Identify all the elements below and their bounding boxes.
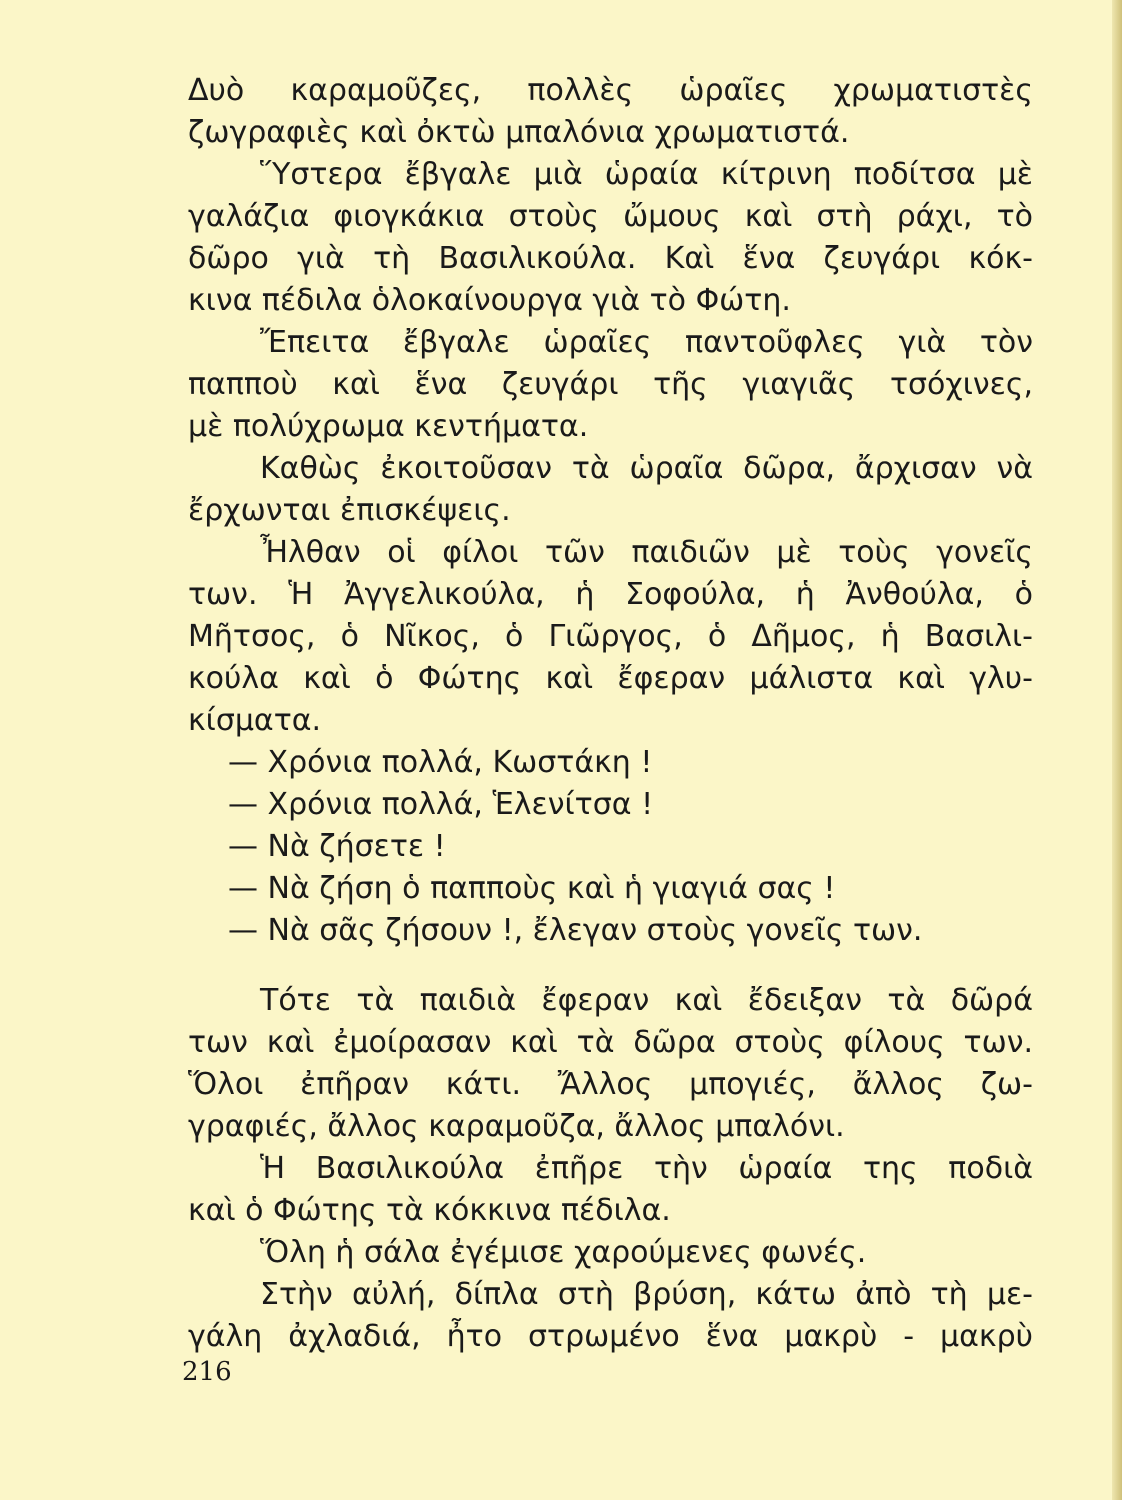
text-line: γάλη ἀχλαδιά, ἦτο στρωμένο ἕνα μακρὺ - μακρὺ — [188, 1319, 1033, 1354]
text-line: Τότε τὰ παιδιὰ ἔφεραν καὶ ἔδειξαν τὰ δῶρά — [260, 983, 1033, 1018]
page-number: 216 — [182, 1357, 232, 1387]
paragraph — [188, 980, 1033, 1148]
dialogue-line: — Νὰ ζήση ὁ παπποὺς καὶ ἡ γιαγιά σας ! — [228, 871, 836, 906]
paragraph — [188, 154, 1033, 322]
paragraph — [188, 70, 1033, 154]
text-line: γραφιές, ἄλλος καραμοῦζα, ἄλλος μπαλόνι. — [188, 1109, 845, 1144]
text-line: κίσματα. — [188, 703, 322, 738]
text-line: Ἡ Βασιλικούλα ἐπῆρε τὴν ὡραία της ποδιὰ — [260, 1151, 1033, 1186]
dialogue-line: — Χρόνια πολλά, Κωστάκη ! — [228, 745, 653, 780]
text-line: Ὅλη ἡ σάλα ἐγέμισε χαρούμενες φωνές. — [260, 1235, 867, 1270]
text-line: ἔρχωνται ἐπισκέψεις. — [188, 493, 511, 528]
paragraph — [188, 532, 1033, 742]
paragraph — [188, 1232, 1033, 1274]
text-line: ζωγραφιὲς καὶ ὀκτὼ μπαλόνια χρωματιστά. — [188, 115, 850, 150]
paragraph-gap — [188, 952, 1033, 980]
paragraph — [188, 448, 1033, 532]
text-line: Καθὼς ἐκοιτοῦσαν τὰ ὡραῖα δῶρα, ἄρχισαν νὰ — [260, 451, 1033, 486]
text-line: γαλάζια φιογκάκια στοὺς ὤμους καὶ στὴ ράχι, τὸ — [188, 199, 1033, 234]
text-line: των καὶ ἐμοίρασαν καὶ τὰ δῶρα στοὺς φίλους των. — [188, 1025, 1033, 1060]
text-line: μὲ πολύχρωμα κεντήματα. — [188, 409, 589, 444]
text-line: παπποὺ καὶ ἕνα ζευγάρι τῆς γιαγιᾶς τσόχινες, — [188, 367, 1033, 402]
paragraph — [188, 322, 1033, 448]
text-line: Ἔπειτα ἔβγαλε ὡραῖες παντοῦφλες γιὰ τὸν — [260, 325, 1033, 360]
page-text — [188, 70, 1033, 1358]
paragraph — [188, 1274, 1033, 1358]
text-line: Ὕστερα ἔβγαλε μιὰ ὡραία κίτρινη ποδίτσα μὲ — [260, 157, 1033, 192]
page-edge — [1112, 0, 1122, 1500]
text-line: κούλα καὶ ὁ Φώτης καὶ ἔφεραν μάλιστα καὶ γλυ- — [188, 661, 1033, 696]
paragraph — [188, 1148, 1033, 1232]
text-line: Ὅλοι ἐπῆραν κάτι. Ἄλλος μπογιές, ἄλλος ζω- — [188, 1067, 1033, 1102]
text-line: Ἦλθαν οἱ φίλοι τῶν παιδιῶν μὲ τοὺς γονεῖς — [260, 535, 1033, 570]
text-line: κινα πέδιλα ὁλοκαίνουργα γιὰ τὸ Φώτη. — [188, 283, 791, 318]
dialogue-line: — Χρόνια πολλά, Ἑλενίτσα ! — [228, 787, 654, 822]
text-line: των. Ἡ Ἀγγελικούλα, ἡ Σοφούλα, ἡ Ἀνθούλα, ὁ — [188, 577, 1033, 612]
text-line: δῶρο γιὰ τὴ Βασιλικούλα. Καὶ ἕνα ζευγάρι κόκ- — [188, 241, 1033, 276]
text-line: Στὴν αὐλή, δίπλα στὴ βρύση, κάτω ἀπὸ τὴ με- — [260, 1277, 1033, 1312]
dialogue-line: — Νὰ ζήσετε ! — [228, 829, 446, 864]
text-line: Μῆτσος, ὁ Νῖκος, ὁ Γιῶργος, ὁ Δῆμος, ἡ Βασιλι- — [188, 619, 1033, 654]
text-line: καὶ ὁ Φώτης τὰ κόκκινα πέδιλα. — [188, 1193, 671, 1228]
dialogue-line: — Νὰ σᾶς ζήσουν !, ἔλεγαν στοὺς γονεῖς των. — [228, 913, 923, 948]
dialogue-block — [188, 742, 1033, 952]
text-line: Δυὸ καραμοῦζες, πολλὲς ὡραῖες χρωματιστὲς — [188, 73, 1033, 108]
